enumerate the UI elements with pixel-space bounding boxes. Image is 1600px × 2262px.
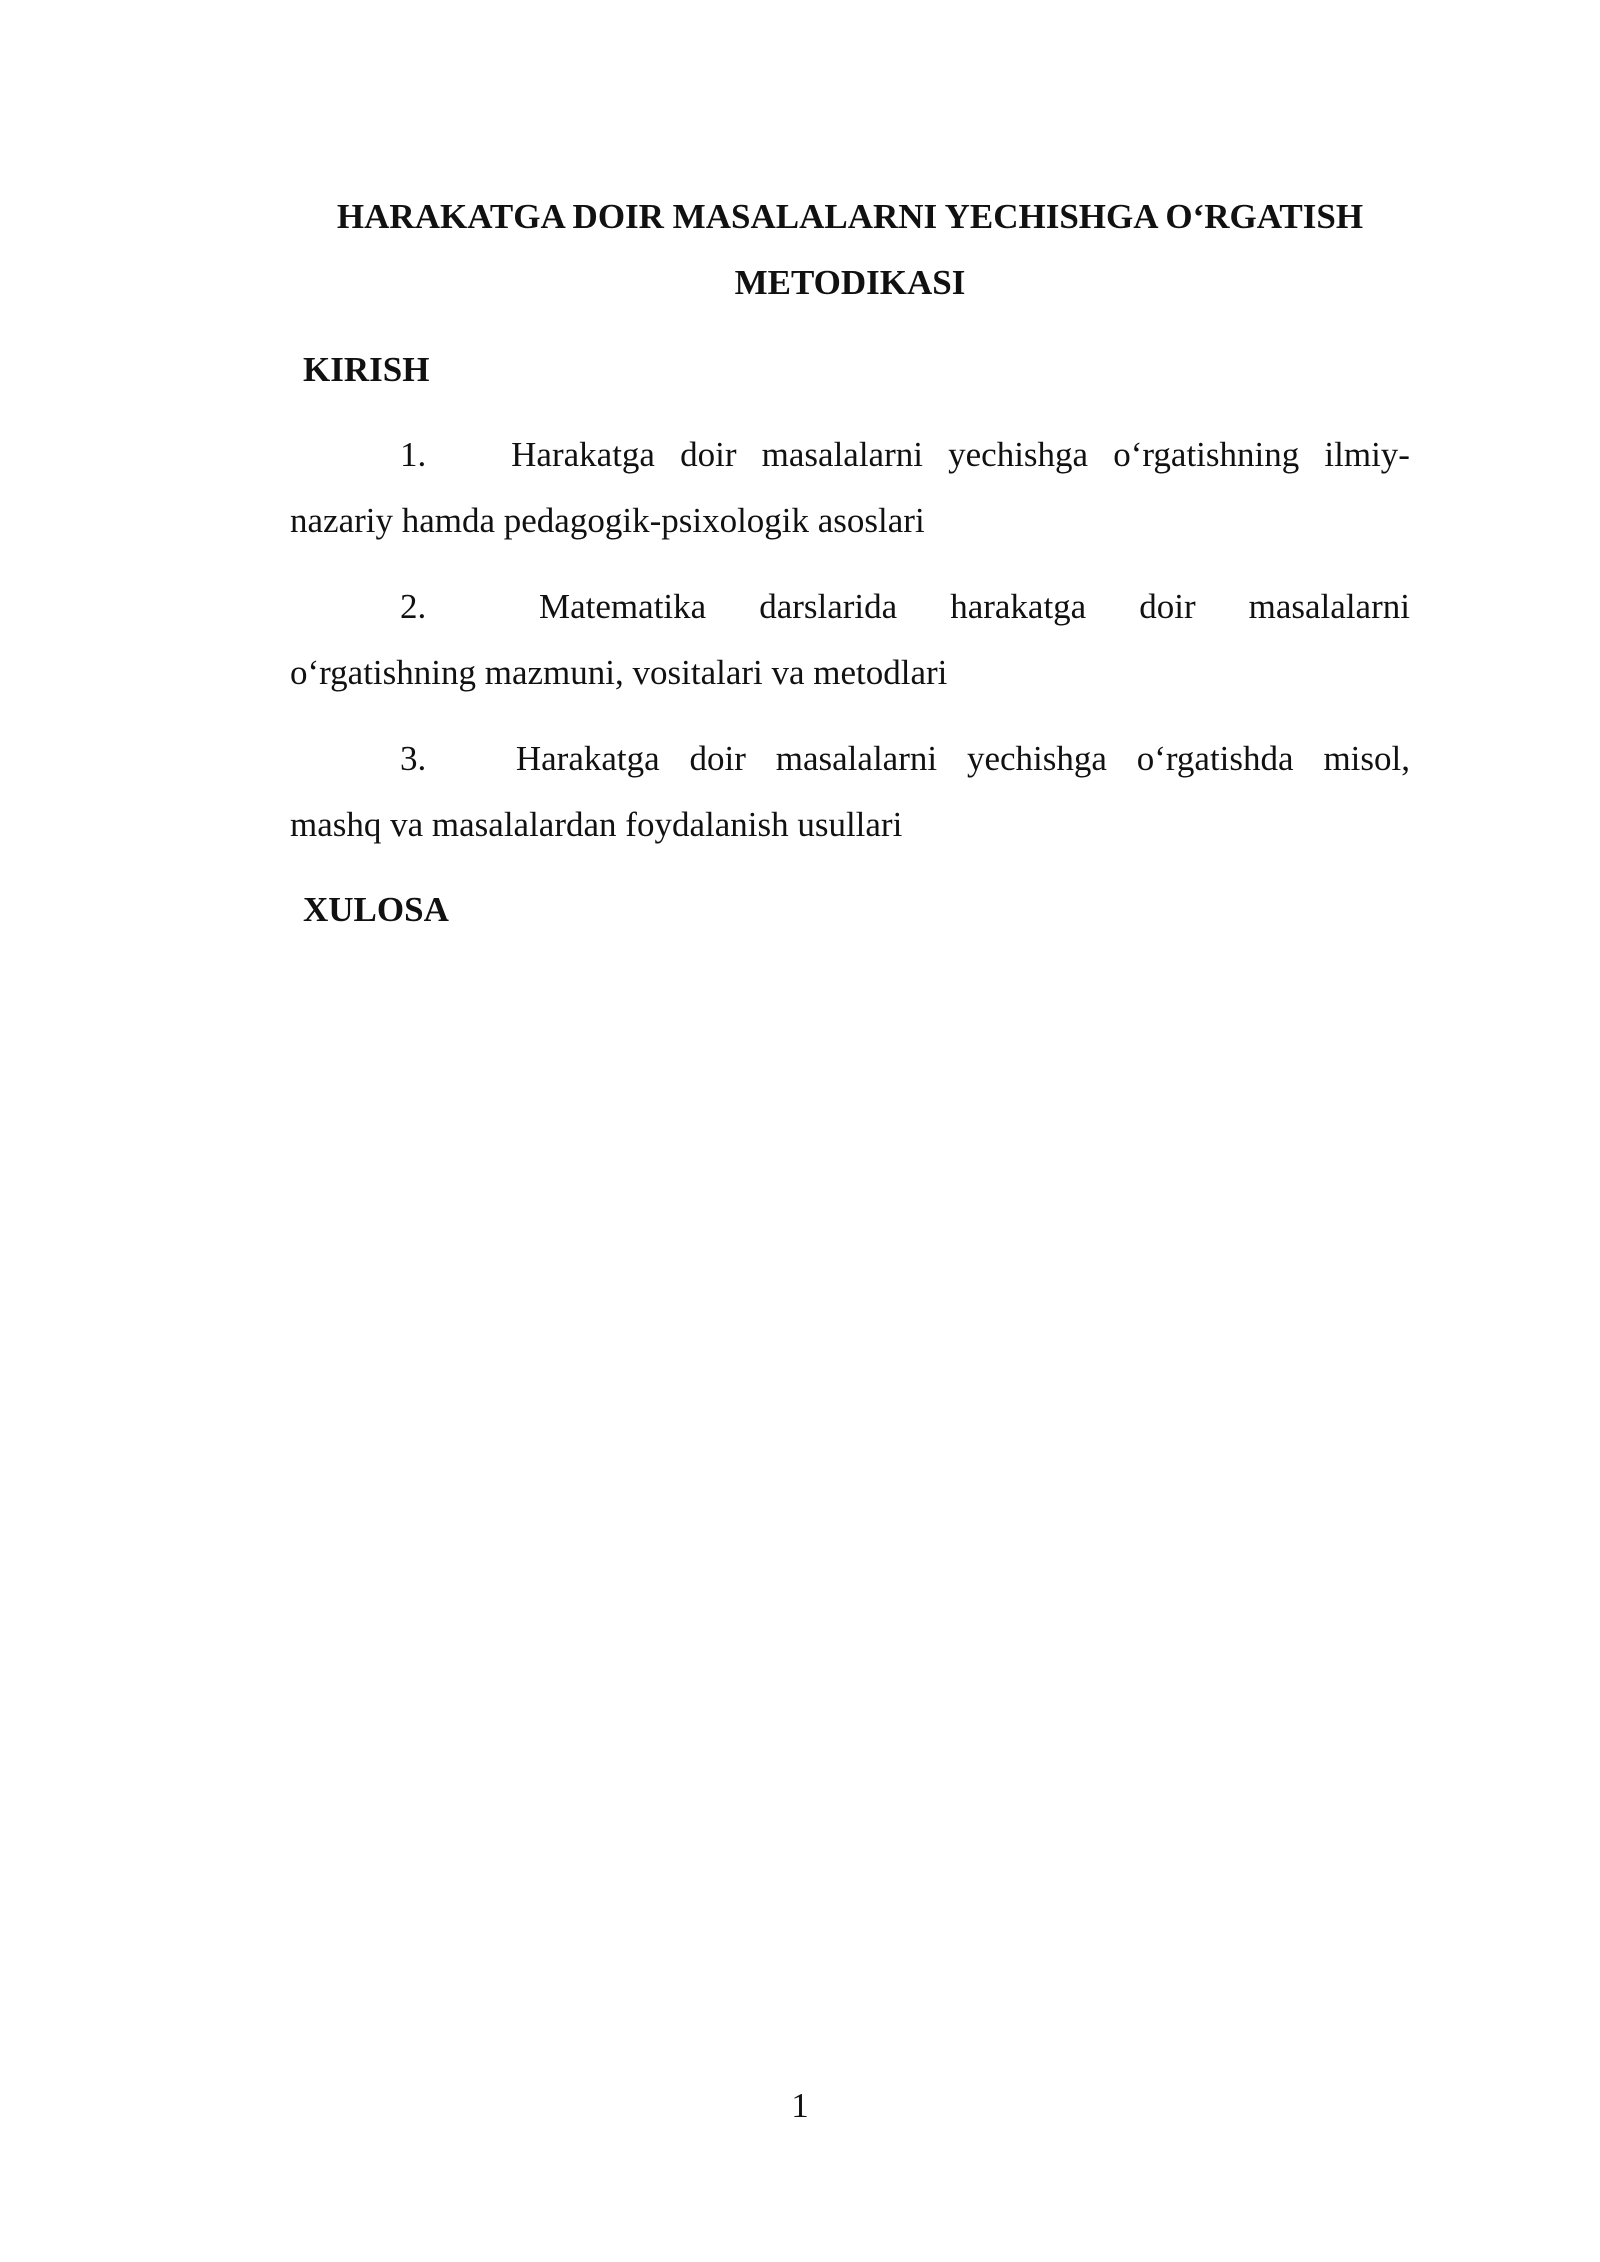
word: masalalarni (761, 435, 923, 474)
toc-item-number: 1. (400, 435, 427, 474)
toc-item-3 (290, 726, 1410, 858)
conclusion-heading: XULOSA (303, 890, 449, 929)
toc-item-number: 3. (400, 739, 427, 778)
word: doir (680, 435, 737, 474)
word: yechishga (948, 435, 1089, 474)
toc-item-2 (290, 574, 1410, 706)
word: ilmiy- (1324, 435, 1410, 474)
toc-item-number: 2. (400, 587, 427, 626)
word: doir (689, 739, 746, 778)
toc-item-2-line-1 (290, 574, 1410, 640)
word: Harakatga (511, 435, 655, 474)
page-number: 1 (791, 2086, 809, 2125)
toc-item-2-line-2: o‘rgatishning mazmuni, vositalari va metodlari (290, 653, 948, 692)
word: darslarida (759, 587, 898, 626)
word: harakatga (950, 587, 1087, 626)
word: yechishga (966, 739, 1107, 778)
toc-item-1-line-1 (290, 422, 1410, 488)
page-title (290, 184, 1410, 316)
toc-item-3-line-1 (290, 726, 1410, 792)
word: doir (1139, 587, 1196, 626)
word: Harakatga (515, 739, 660, 778)
word: Matematika (539, 587, 707, 626)
word: misol, (1323, 739, 1410, 778)
toc-item-1 (290, 422, 1410, 554)
word: o‘rgatishning (1113, 435, 1300, 474)
title-line-2: METODIKASI (734, 263, 966, 302)
word: masalalarni (775, 739, 938, 778)
toc-item-1-line-2: nazariy hamda pedagogik-psixologik asoslari (290, 501, 925, 540)
intro-heading: KIRISH (303, 350, 430, 389)
word: o‘rgatishda (1136, 739, 1294, 778)
word: masalalarni (1248, 587, 1410, 626)
toc-item-3-line-2: mashq va masalalardan foydalanish usullari (290, 805, 903, 844)
title-line-1: HARAKATGA DOIR MASALALARNI YECHISHGA O‘RGATISH (336, 197, 1364, 236)
